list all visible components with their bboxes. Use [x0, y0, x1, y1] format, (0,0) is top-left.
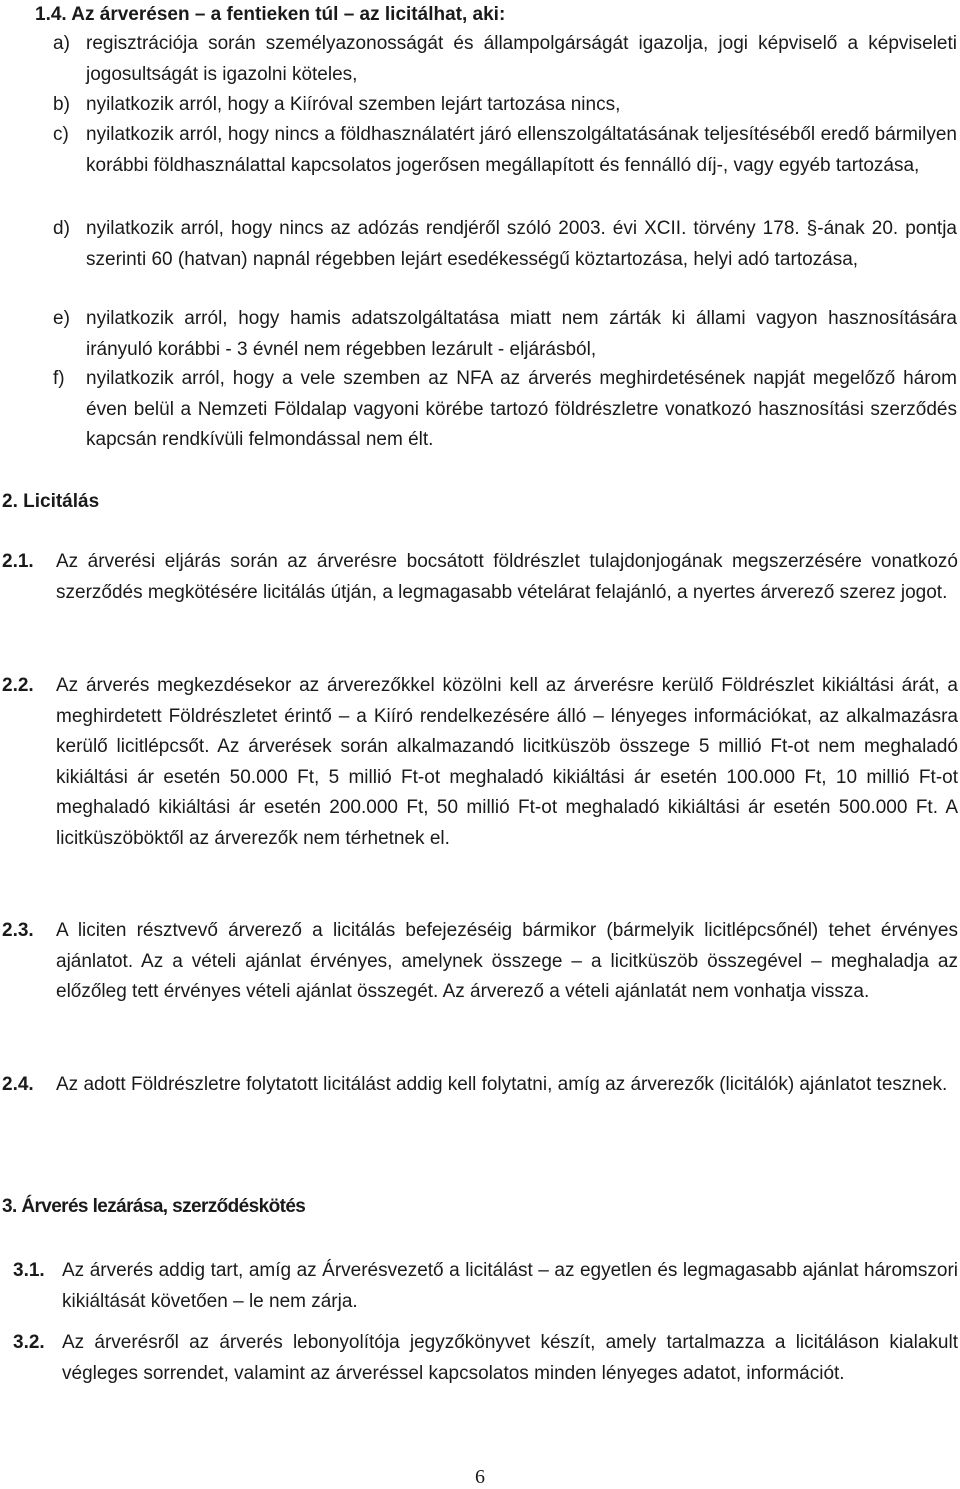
list-item-label-a: a)	[53, 33, 70, 54]
section-3-heading: 3. Árverés lezárása, szerződéskötés	[2, 1196, 306, 1217]
paragraph-3-2: Az árverésről az árverés lebonyolítója jegyzőkönyvet készít, amely tartalmazza a licitáláson kialakult végleges sorrendet, valamint az árveréssel kapcsolatos minden lényeges adatot, információt.	[62, 1332, 958, 1384]
paragraph-number-2-4: 2.4.	[2, 1074, 34, 1095]
paragraph-number-2-2: 2.2.	[2, 675, 34, 696]
page-number: 6	[475, 1466, 485, 1488]
list-item-a: regisztrációja során személyazonosságát és állampolgárságát igazolja, jogi képviselő a képviseleti jogosultságát is igazolni köteles,	[86, 33, 957, 85]
list-item-label-b: b)	[53, 94, 70, 115]
paragraph-number-2-1: 2.1.	[2, 551, 34, 572]
list-item-c: nyilatkozik arról, hogy nincs a földhasználatért járó ellenszolgáltatásának teljesítéséből eredő bármilyen korábbi földhasználattal kapcsolatos jogerősen megállapított és fennálló díj-, vagy egyéb tartozása,	[86, 124, 957, 176]
list-item-label-f: f)	[53, 368, 65, 389]
list-item-label-c: c)	[53, 124, 69, 145]
paragraph-number-3-2: 3.2.	[13, 1332, 45, 1353]
paragraph-3-1: Az árverés addig tart, amíg az Árverésvezető a licitálást – az egyetlen és legmagasabb ajánlat háromszori kikiáltását követően – le nem zárja.	[62, 1260, 958, 1312]
paragraph-number-3-1: 3.1.	[13, 1260, 45, 1281]
paragraph-2-3: A liciten résztvevő árverező a licitálás befejezéséig bármikor (bármelyik licitlépcsőnél) tehet érvényes ajánlatot. Az a vételi ajánlat érvényes, amelynek összege – a licitküszöb összegével – meghaladja az előzőleg tett érvényes vételi ajánlat összegét. Az árverező a vételi ajánlatát nem vonhatja vissza.	[56, 920, 958, 1002]
list-item-e: nyilatkozik arról, hogy hamis adatszolgáltatása miatt nem zárták ki állami vagyon hasznosítására irányuló korábbi - 3 évnél nem régebben lezárult - eljárásból,	[86, 308, 957, 360]
paragraph-number-2-3: 2.3.	[2, 920, 34, 941]
section-1-4-heading: 1.4. Az árverésen – a fentieken túl – az licitálhat, aki:	[35, 4, 506, 25]
list-item-label-d: d)	[53, 218, 70, 239]
list-item-label-e: e)	[53, 308, 70, 329]
list-item-f: nyilatkozik arról, hogy a vele szemben az NFA az árverés meghirdetésének napját megelőző három éven belül a Nemzeti Földalap vagyoni körébe tartozó földrészletre vonatkozó hasznosítási szerződés kapcsán rendkívüli felmondással nem élt.	[86, 368, 957, 450]
paragraph-2-1: Az árverési eljárás során az árverésre bocsátott földrészlet tulajdonjogának megszerzésére vonatkozó szerződés megkötésére licitálás útján, a legmagasabb vételárat felajánló, a nyertes árverező szerez jogot.	[56, 551, 958, 603]
list-item-d: nyilatkozik arról, hogy nincs az adózás rendjéről szóló 2003. évi XCII. törvény 178. §-ának 20. pontja szerinti 60 (hatvan) napnál régebben lejárt esedékességű köztartozása, helyi adó tartozása,	[86, 218, 957, 270]
list-item-b: nyilatkozik arról, hogy a Kiíróval szemben lejárt tartozása nincs,	[86, 94, 621, 115]
paragraph-2-2: Az árverés megkezdésekor az árverezőkkel közölni kell az árverésre kerülő Földrészlet kikiáltási árát, a meghirdetett Földrészletet érintő – a Kiíró rendelkezésére álló – lényeges információkat, az alkalmazásra kerülő licitlépcsőt. Az árverések során alkalmazandó licitküszöb összege 5 millió Ft-ot nem meghaladó kikiáltási ár esetén 50.000 Ft, 5 millió Ft-ot meghaladó kikiáltási ár esetén 100.000 Ft, 10 millió Ft-ot meghaladó kikiáltási ár esetén 200.000 Ft, 50 millió Ft-ot meghaladó kikiáltási ár esetén 500.000 Ft. A licitküszöböktől az árverezők nem térhetnek el.	[56, 675, 958, 849]
section-2-heading: 2. Licitálás	[2, 491, 100, 512]
paragraph-2-4: Az adott Földrészletre folytatott licitálást addig kell folytatni, amíg az árverezők (licitálók) ajánlatot tesznek.	[56, 1074, 948, 1095]
